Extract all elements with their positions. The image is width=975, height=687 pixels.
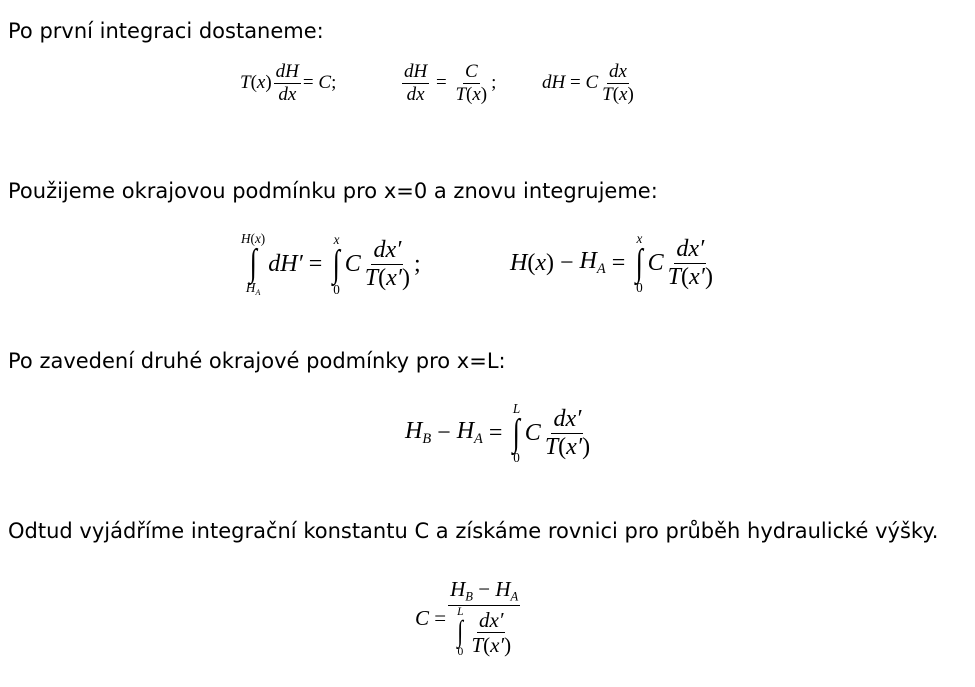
equation-1a: T ( x ) $\frac{dH}{dx}$ = C ; bbox=[240, 61, 337, 105]
paragraph-second-boundary: Po zavedení druhé okrajové podmínky pro x=L: bbox=[8, 349, 506, 373]
paragraph-boundary-condition: Použijeme okrajovou podmínku pro x=0 a znovu integrujeme: bbox=[8, 179, 658, 203]
equation-1b: $\frac{dH}{dx}$ = $\frac{C}{T(x)}$ ; bbox=[404, 61, 497, 105]
paragraph-integration-constant: Odtud vyjádříme integrační konstantu C a získáme rovnici pro průběh hydraulické výšky. bbox=[8, 519, 939, 543]
equation-1c: dH = C $\frac{dx}{T(x)}$ bbox=[542, 61, 634, 105]
equation-3: $H_B$ − $H_A$ = L ∫ 0 C $\frac{dx'}{T(x')}$ bbox=[405, 401, 591, 466]
paragraph-first-integration: Po první integraci dostaneme: bbox=[8, 19, 324, 43]
equation-2b: H ( x ) − $H_A$ = x ∫ 0 C $\frac{dx'}{T(x')}$ bbox=[510, 231, 713, 296]
equation-2a: H(x) ∫ $H_A$ dH′ = x ∫ 0 C $\frac{dx'}{T(x')}$ ; bbox=[241, 231, 421, 298]
equation-4: C = $H_B - H_A$ L ∫ 0 $\frac{dx'}{T(x')}$ bbox=[415, 577, 519, 658]
